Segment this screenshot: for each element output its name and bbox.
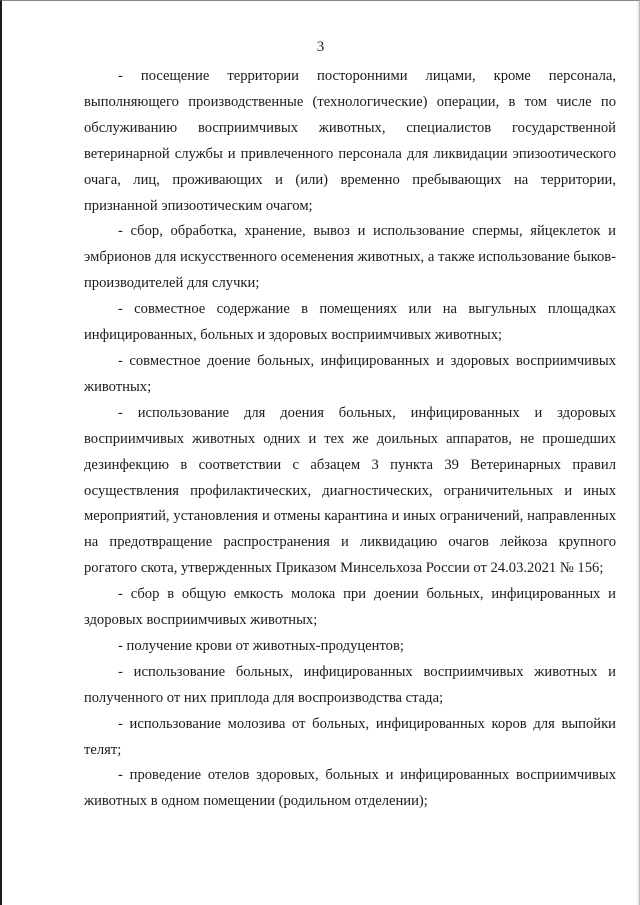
document-body xyxy=(84,64,616,815)
restriction-item: - использование молозива от больных, инфицированных коров для выпойки телят; xyxy=(84,715,616,758)
restriction-item: - использование для доения больных, инфицированных и здоровых восприимчивых животных одних и тех же доильных аппаратов, не прошедших дезинфекцию в соответствии с абзацем 3 пункта 39 Ветеринарных правил осуществления профилактических, диагностических, ограничительных и иных мероприятий, установления и отмены карантина и иных ограничений, направленных на предотвращение распространения и ликвидацию очагов лейкоза крупного рогатого скота, утвержденных Приказом Минсельхоза России от 24.03.2021 № 156; xyxy=(84,404,616,577)
page-number: 3 xyxy=(316,39,325,55)
restriction-item: - сбор, обработка, хранение, вывоз и использование спермы, яйцеклеток и эмбрионов для искусственного осеменения животных, а также использование быков-производителей для случки; xyxy=(84,223,616,292)
page-edge xyxy=(636,1,639,905)
restriction-item: - проведение отелов здоровых, больных и инфицированных восприимчивых животных в одном помещении (родильном отделении); xyxy=(84,767,616,810)
restriction-item: - использование больных, инфицированных восприимчивых животных и полученного от них приплода для воспроизводства стада; xyxy=(84,663,616,706)
restriction-item: - совместное содержание в помещениях или на выгульных площадках инфицированных, больных и здоровых восприимчивых животных; xyxy=(84,301,616,344)
restriction-item: - получение крови от животных-продуцентов; xyxy=(118,637,404,654)
restriction-item: - совместное доение больных, инфицированных и здоровых восприимчивых животных; xyxy=(84,352,616,395)
restriction-item: - сбор в общую емкость молока при доении больных, инфицированных и здоровых восприимчивых животных; xyxy=(84,586,616,629)
restriction-item: - посещение территории посторонними лицами, кроме персонала, выполняющего производственные (технологические) операции, в том числе по обслуживанию восприимчивых животных, специалистов государственной ветеринарной службы и привлеченного персонала для ликвидации эпизоотического очага, лиц, проживающих и (или) временно пребывающих на территории, признанной эпизоотическим очагом; xyxy=(84,68,616,214)
